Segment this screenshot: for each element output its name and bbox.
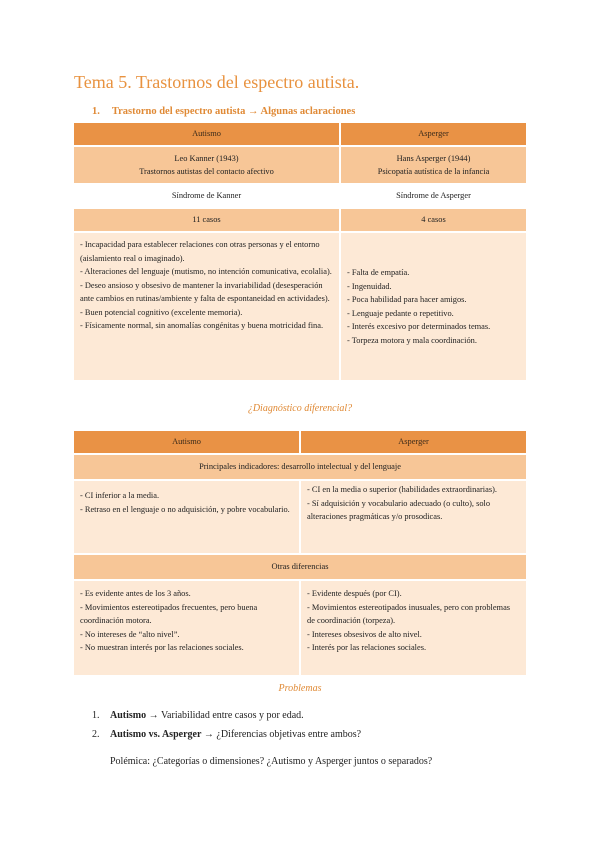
list-item: - CI en la media o superior (habilidades extraordinarias). <box>307 485 497 494</box>
problem-number: 2. <box>92 729 100 740</box>
kanner-asperger-table <box>72 121 528 382</box>
list-item: - Buen potencial cognitivo (excelente memoria). <box>80 307 243 317</box>
kanner-syndrome: Síndrome de Kanner <box>74 185 339 207</box>
list-item: - Lenguaje pedante o repetitivo. <box>347 308 454 318</box>
list-item: - Interés excesivo por determinados temas. <box>347 322 491 331</box>
autismo-other-cell <box>74 581 299 675</box>
list-item: - Retraso en el lenguaje o no adquisición, y pobre vocabulario. <box>80 504 290 514</box>
asperger-features-cell <box>341 233 526 380</box>
problem-item <box>92 710 304 721</box>
table2-header-asperger: Asperger <box>301 431 526 453</box>
kanner-author: Leo Kanner (1943) <box>174 153 239 163</box>
kanner-cases: 11 casos <box>74 209 339 231</box>
autismo-other-list <box>80 587 293 655</box>
problem-item <box>92 729 361 740</box>
list-item: - Sí adquisición y vocabulario adecuado (o culto), solo alteraciones pragmáticas y/o prosodicas. <box>307 498 491 521</box>
list-item: - Deseo ansioso y obsesivo de mantener la invariabilidad (desesperación ante cambios en rutinas/ambiente y falta de espontaneidad en actividades). <box>80 280 330 303</box>
asperger-term: Psicopatía autística de la infancia <box>377 167 490 176</box>
list-item: - No muestran interés por las relaciones sociales. <box>80 643 244 652</box>
problem-number: 1. <box>92 710 100 721</box>
table1-asperger-cell <box>341 147 526 183</box>
asperger-other-list <box>307 587 520 655</box>
autismo-indicators-cell <box>74 481 299 553</box>
list-item: - Torpeza motora y mala coordinación. <box>347 335 477 345</box>
list-item: - Alteraciones del lenguaje (mutismo, no intención comunicativa, ecolalia). <box>80 267 332 276</box>
autismo-indicators-list <box>80 489 293 516</box>
list-item: - Movimientos estereotipados inusuales, pero con problemas de coordinación (torpeza). <box>307 602 511 625</box>
list-item: - Evidente después (por CI). <box>307 589 402 598</box>
kanner-features-list <box>80 238 333 333</box>
problem-bold: Autismo <box>110 710 147 721</box>
asperger-syndrome: Síndrome de Asperger <box>341 185 526 207</box>
other-differences-label: Otras diferencias <box>74 555 526 579</box>
asperger-indicators-cell <box>301 481 526 553</box>
asperger-author: Hans Asperger (1944) <box>396 153 471 163</box>
diagnosis-heading: ¿Diagnóstico diferencial? <box>247 403 353 414</box>
list-item: - Ingenuidad. <box>347 281 392 291</box>
problem-text: → Variabilidad entre casos y por edad. <box>146 710 304 721</box>
section-number: 1. <box>92 106 100 117</box>
list-item: - Es evidente antes de los 3 años. <box>80 589 191 598</box>
polemic-text: Polémica: ¿Categorías o dimensiones? ¿Autismo y Asperger juntos o separados? <box>110 756 433 767</box>
table1-kanner-cell <box>74 147 339 183</box>
section-title: Trastorno del espectro autista → Algunas aclaraciones <box>111 106 356 117</box>
problem-text: → ¿Diferencias objetivas entre ambos? <box>201 729 362 740</box>
indicators-label: Principales indicadores: desarrollo intelectual y del lenguaje <box>74 455 526 479</box>
list-item: - Incapacidad para establecer relaciones con otras personas y el entorno (aislamiento real o imaginado). <box>80 240 320 263</box>
kanner-term: Trastornos autistas del contacto afectivo <box>139 167 274 176</box>
asperger-indicators-list <box>307 483 520 524</box>
section-heading <box>92 106 355 117</box>
asperger-cases: 4 casos <box>341 209 526 231</box>
problem-bold: Autismo vs. Asperger <box>110 729 202 740</box>
table1-header-asperger: Asperger <box>341 123 526 145</box>
table1-header-autismo: Autismo <box>74 123 339 145</box>
kanner-features-cell <box>74 233 339 380</box>
list-item: - Movimientos estereotipados frecuentes, pero buena coordinación motora. <box>80 602 258 625</box>
list-item: - Falta de empatía. <box>347 268 410 277</box>
page-title: Tema 5. Trastornos del espectro autista. <box>74 72 360 92</box>
list-item: - No intereses de “alto nivel”. <box>80 629 180 639</box>
list-item: - Poca habilidad para hacer amigos. <box>347 295 467 304</box>
list-item: - Intereses obsesivos de alto nivel. <box>307 629 422 639</box>
table2-header-autismo: Autismo <box>74 431 299 453</box>
asperger-features-list <box>347 266 520 347</box>
asperger-other-cell <box>301 581 526 675</box>
differential-diagnosis-table <box>72 429 528 677</box>
problems-heading: Problemas <box>278 683 322 694</box>
list-item: - Interés por las relaciones sociales. <box>307 643 427 652</box>
list-item: - CI inferior a la media. <box>80 491 160 500</box>
list-item: - Físicamente normal, sin anomalías congénitas y buena motricidad fina. <box>80 321 324 330</box>
